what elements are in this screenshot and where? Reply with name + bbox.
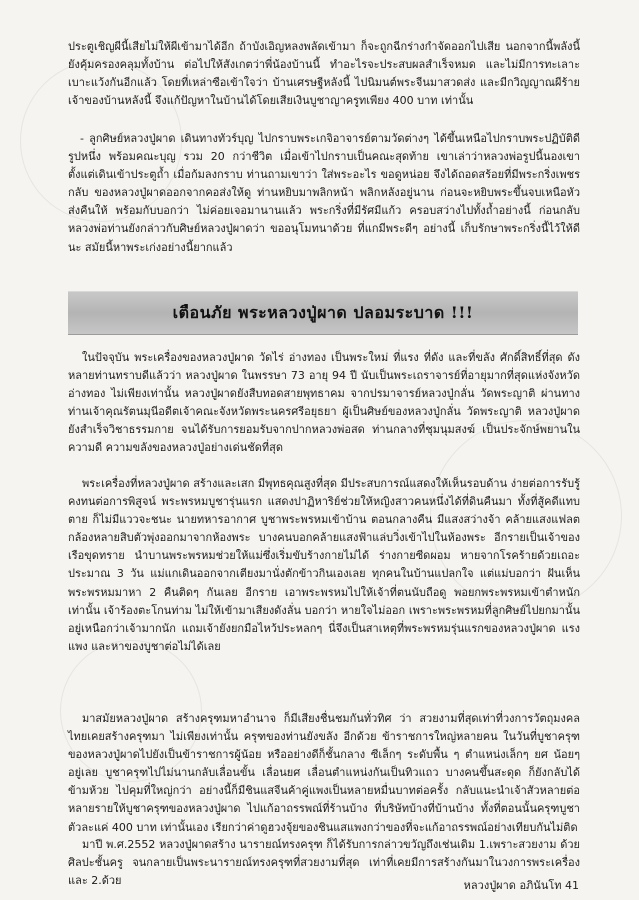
- paragraph-1: [68, 38, 580, 110]
- paragraph-4: [68, 475, 580, 656]
- paragraph-5: [68, 710, 580, 837]
- paragraph-2-text: - ลูกศิษย์หลวงปู่ผาด เดินทางทัวร์บุญ ไปกราบพระเกจิอาจารย์ตามวัดต่างๆ ได้ขึ้นเหนือไปกราบพระปฏิบัติดีรูปหนึ่ง พร้อมคณะบุญ รวม 20 กว่าชีวิต เมื่อเข้าไปกราบเป็นคณะสุดท้าย เขาเล่าว่าหลวงพ่อรูปนี้นองเขาตั้งแต่เดินเข้าประตูถ้ำ เมื่อก้มลงกราบ ท่านถามเขาว่า ใส่พระอะไร ขอดูหน่อย จึงได้ถอดสร้อยที่มีพระกริ่งเพชรกลับ ของหลวงปู่ผาดออกจากคอส่งให้ดู ท่านหยิบมาพลิกหน้า พลิกหลังอยู่นาน ก่อนจะหยิบพระขึ้นจบเหนือหัวส่งคืนให้ พร้อมกับบอกว่า ไม่ค่อยเจอมานานแล้ว พระกริ่งที่มีรัศมีแก้ว ครอบสว่างไปทั้งถ้ำอย่างนี้ ก่อนกลับ หลวงพ่อท่านยังกล่าวกับศิษย์หลวงปู่ผาดว่า ขออนุโมทนาด้วย ที่แกมีพระดีๆ อย่างนี้ เก็บรักษาพระกริ่งนี้ไว้ให้ดีนะ สมัยนี้หาพระเก่งอย่างนี้ยากแล้ว: [68, 132, 580, 254]
- paragraph-1-text: ประตูเชิญผีนี้เสียไม่ให้ผีเข้ามาได้อีก ถ้าบังเอิญหลงพลัดเข้ามา ก็จะถูกฉีกร่างกำจัดออกไปเสีย นอกจากนี้พลังนี้ยังคุ้มครองคลุมทั้งบ้าน ต่อไปให้สังเกตว่าพี่น้องบ้านนี้ ทำอะไรจะประสบผลสำเร็จหมด และไม่มีการทะเลาะเบาะแว้งกันอีกแล้ว โดยที่เหล่าซือเข้าใจว่า บ้านเศรษฐีหลังนี้ ไปนิมนต์พระจีนมาสวดส่ง และมีกวิญญาณผีร้ายเจ้าของบ้านหลังนี้ จึงแก้ปัญหาในบ้านได้โดยเสียเงินบูชาญาครูทเพียง 400 บาท เท่านั้น: [68, 40, 580, 108]
- paragraph-3: [68, 349, 580, 458]
- paragraph-3-text: ในปัจจุบัน พระเครื่องของหลวงปู่ผาด วัดไร่ อ่างทอง เป็นพระใหม่ ที่แรง ที่ดัง และที่ขลัง ศักดิ์สิทธิ์ที่สุด ดังหลายท่านทราบดีแล้วว่า หลวงปู่ผาด ในพรรษา 73 อายุ 94 ปี นับเป็นพระเถราจารย์ที่อายุมากที่สุดแห่งจังหวัดอ่างทอง ไม่เพียงเท่านั้น หลวงปู่ผาดยังสืบทอดสายพุทธาคม จากปรมาจารย์หลวงปู่กลั่น วัดพระญาติ ผ่านทางท่านเจ้าคุณรัตนมุนีอดีตเจ้าคณะจังหวัดพระนครศรีอยุธยา ผู้เป็นศิษย์ของหลวงปู่กลั่น วัดพระญาติ หลวงปู่ผาด ยังสำเร็จวิชาธรรมกาย จนได้รับการยอมรับจากปากหลวงพ่อสด ท่านกลางที่ชุมนุมสงฆ์ เป็นประจักษ์พยานในความดี ความขลังของหลวงปู่อย่างเด่นชัดที่สุด: [68, 351, 581, 455]
- paragraph-2: [68, 130, 580, 257]
- paragraph-5-text: มาสมัยหลวงปู่ผาด สร้างครุฑมหาอำนาจ ก็มีเสียงชื่นชมกันทั่วทิศ ว่า สวยงามที่สุดเท่าที่วงการวัตถุมงคลไทยเคยสร้างครุฑมา ไม่เพียงเท่านั้น ครุฑของท่านยังขลัง อีกด้วย ข้าราชการใหญ่หลายคน ในวันที่บูชาครุฑของหลวงปู่ผาดไปยังเป็นข้าราชการผู้น้อย หรืออย่างดีก็ชั้นกลาง ซีเล็กๆ ระดับพื้น ๆ ตำแหน่งเล็กๆ ยศ น้อยๆ อยู่เลย บูชาครุฑไปไม่นานกลับเลื่อนขั้น เลื่อนยศ เลื่อนตำแหน่งกันเป็นทิวแถว บางคนขึ้นสะดุด ก็ยังกลับได้ข้ามห้วย ไปคุมที่ใหญ่กว่า อย่างนี้ก็มีชินแสจีนค้าคู่แพงเป็นหลายหมื่นบาทต่อครั้ง กลับแนะนำเจ้าสัวหลายต่อหลายรายให้บูชาครุฑของหลวงปู่ผาด ไปแก้อาถรรพณ์ที่ร้านบ้าง ที่บริษัทบ้างที่บ้านบ้าง ทั้งที่ตอนนั้นครุฑบูชาตัวละแค่ 400 บาท เท่านั้นเอง เรียกว่าค่าดูฮวงจุ้ยของชินแสแพงกว่าของที่จะแก้อาถรรพณ์อย่างเทียบกันไม่ติด: [68, 712, 580, 834]
- paragraph-4-text: พระเครื่องที่หลวงปู่ผาด สร้างและเสก มีพุทธคุณสูงที่สุด มีประสบการณ์แสดงให้เห็นรอบด้าน ง่ายต่อการรับรู้คงทนต่อการพิสูจน์ พระพรหมบูชารุ่นแรก แสดงปาฏิหาริย์ช่วยให้หญิงสาวคนหนึ่งได้ที่ดินคืนมา ทั้งที่สู้คดีแทบตาย ก็ไม่มีแววจะชนะ นายทหารอากาศ บูชาพระพรหมเข้าบ้าน ตอนกลางคืน มีแสงสว่างจ้า คล้ายแสงแฟลตกล้องหลายสิบตัวพุ่งออกมาจากห้องพระ บางคนบอกคล้ายแสงฟ้าแล่บวิ่งเข้าไปในห้องพระ อีกรายเป็นเจ้าของเรือขุดทราย นำบานพระพรหมช่วยให้แม่ซึ่งเริ่มขับร้างกายไม่ได้ ร่างกายซีดผอม หายจากโรคร้ายด้วยเถอะ ประมาณ 3 วัน แม่แกเดินออกจากเตียงมานั่งตักข้าวกินเองเลย ทุกคนในบ้านแปลกใจ แต่แม่บอกว่า ฝันเห็นพระพรหมมาหา 2 คืนติดๆ กันเลย อีกราย เอาพระพรหมไปให้เจ้าที่ตนนับถือดู พอยกพระพรหมเข้าตำหนักเท่านั้น เจ้าร้องตะโกนท่าม ไม่ให้เข้ามาเสียงดังลั่น บอกว่า หายใจไม่ออก เพราะพระพรหมที่ลูกศิษย์ไปยกมานั้น อยู่เหนือกว่าเจ้ามากนัก แถมเจ้ายังยกมือไหว้ประหลกๆ นี่จึงเป็นสาเหตุที่พระพรหมรุ่นแรกของหลวงปู่ผาด แรง แพง และหาของบูชาต่อไม่ได้เลย: [68, 477, 580, 653]
- paragraph-6-text: มาปี พ.ศ.2552 หลวงปู่ผาดสร้าง นารายณ์ทรงครุฑ ก็ได้รับการกล่าวขวัญถึงเช่นเดิม 1.เพราะสวยงาม ด้วยศิลปะชั้นครู จนกลายเป็นพระนารายณ์ทรงครุฑที่สวยงามที่สุด เท่าที่เคยมีการสร้างกันมาในวงการพระเครื่อง และ 2.ด้วย: [68, 838, 580, 888]
- page-footer: หลวงปู่ผาด อภินันโท 41: [463, 879, 579, 892]
- banner-title: เตือนภัย พระหลวงปู่ผาด ปลอมระบาด !!!: [172, 302, 474, 322]
- warning-banner: [68, 291, 578, 335]
